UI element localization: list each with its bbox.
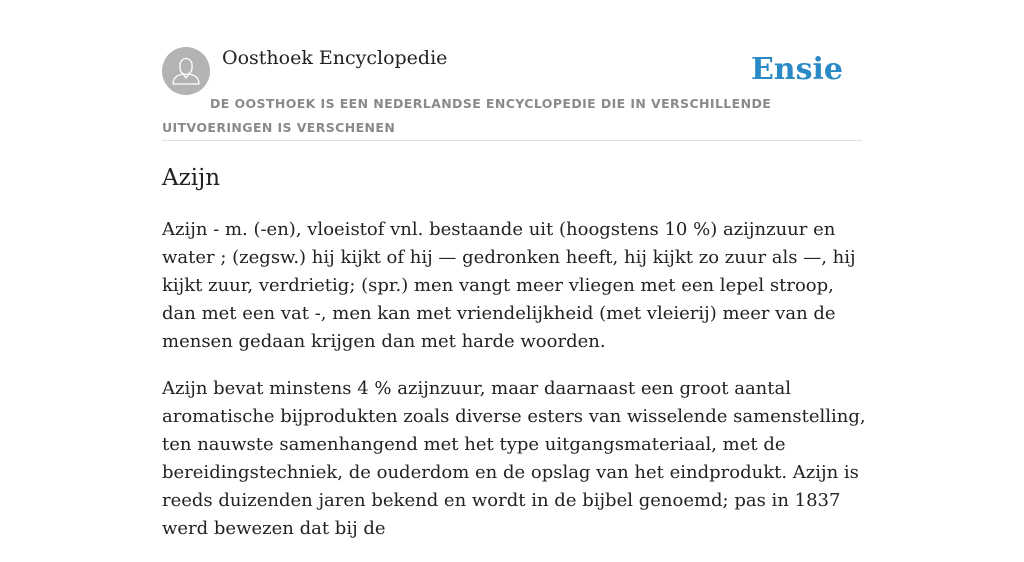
avatar[interactable] bbox=[162, 47, 210, 95]
article-body bbox=[162, 216, 868, 562]
source-description: DE OOSTHOEK IS EEN NEDERLANDSE ENCYCLOPEDIE DIE IN VERSCHILLENDE UITVOERINGEN IS VERSCHENEN bbox=[162, 96, 772, 135]
article-paragraph: Azijn - m. (-en), vloeistof vnl. bestaande uit (hoogstens 10 %) azijnzuur en water ; (zegsw.) hij kijkt of hij — gedronken heeft, hij kijkt zo zuur als —, hij kijkt zuur, verdrietig; (spr.) men vangt meer vliegen met een lepel stroop, dan met een vat -, men kan met vriendelijkheid (met vleierij) meer van de mensen gedaan krijgen dan met harde woorden. bbox=[162, 219, 856, 352]
page-title: Azijn bbox=[162, 165, 221, 191]
source-header bbox=[162, 46, 862, 141]
source-name[interactable]: Oosthoek Encyclopedie bbox=[222, 47, 448, 69]
user-icon bbox=[162, 47, 210, 95]
brand-logo[interactable]: Ensie bbox=[750, 52, 843, 87]
article-paragraph: Azijn bevat minstens 4 % azijnzuur, maar daarnaast een groot aantal aromatische bijprodukten zoals diverse esters van wisselende samenstelling, ten nauwste samenhangend met het type uitgangsmateriaal, met de bereidingstechniek, de ouderdom en de opslag van het eindprodukt. Azijn is reeds duizenden jaren bekend en wordt in de bijbel genoemd; pas in 1837 werd bewezen dat bij de bbox=[162, 378, 866, 539]
